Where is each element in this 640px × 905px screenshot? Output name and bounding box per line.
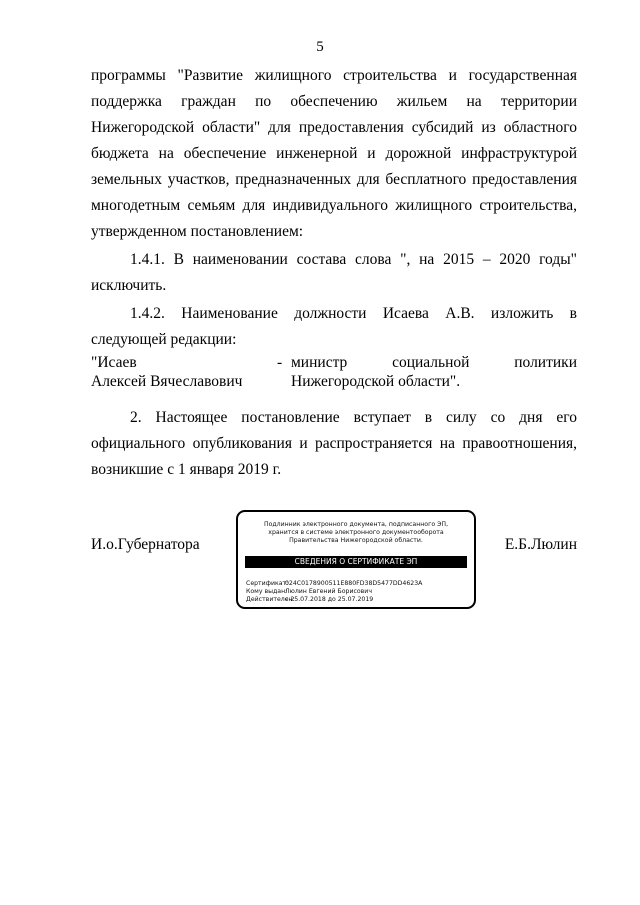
validity-value: с 25.07.2018 до 25.07.2019	[284, 596, 374, 603]
appointee-name-line2: Алексей Вячеславович	[91, 373, 243, 390]
issued-to-label: Кому выдан:	[246, 588, 288, 595]
appointee-position	[291, 353, 577, 391]
certificate-value: 024C0178900511E880FD38D5477DD4623A	[284, 580, 423, 587]
appointment-dash: -	[277, 354, 283, 371]
stamp-details	[246, 580, 468, 604]
paragraph-1-4-2: 1.4.2. Наименование должности Исаева А.В. изложить в следующей редакции:	[91, 305, 577, 348]
section-2	[91, 405, 577, 483]
document-body	[91, 63, 577, 353]
issued-to-row	[246, 588, 468, 596]
intro-paragraph: программы "Развитие жилищного строительства и государственная поддержка граждан по обеспечению жильем на территории Нижегородской области" для предоставления субсидий из областного бюджета на обеспечение инженерной и дорожной инфраструктурой земельных участков, предназначенных для бесплатного предоставления многодетным семьям для индивидуального жилищного строительства, утвержденном постановлением:	[91, 67, 577, 240]
validity-row	[246, 596, 468, 604]
stamp-header	[244, 521, 468, 545]
certificate-row	[246, 580, 468, 588]
certificate-label: Сертификат:	[246, 580, 289, 587]
paragraph-1-4-1: 1.4.1. В наименовании состава слова ", на 2015 – 2020 годы" исключить.	[91, 251, 577, 294]
appointee-position-line2: Нижегородской области".	[291, 373, 461, 390]
validity-label: Действителен:	[246, 596, 295, 603]
paragraph-2: 2. Настоящее постановление вступает в силу со дня его официального опубликования и распространяется на правоотношения, возникшие с 1 января 2019 г.	[91, 409, 577, 478]
stamp-header-line2: хранится в системе электронного документооборота	[268, 529, 444, 536]
stamp-header-line1: Подлинник электронного документа, подписанного ЭП,	[263, 521, 449, 528]
appointee-name	[91, 353, 266, 391]
stamp-title-bar: СВЕДЕНИЯ О СЕРТИФИКАТЕ ЭП	[245, 556, 467, 568]
electronic-signature-stamp	[236, 510, 476, 609]
issued-to-value: Люлин Евгений Борисович	[284, 588, 372, 595]
signer-title: И.о.Губернатора	[91, 536, 200, 553]
signer-name: Е.Б.Люлин	[504, 536, 577, 553]
appointee-position-line1: министр социальной политики	[291, 354, 577, 371]
page-number: 5	[316, 39, 324, 55]
appointee-name-line1: "Исаев	[91, 354, 137, 371]
stamp-header-line3: Правительства Нижегородской области.	[289, 537, 423, 544]
